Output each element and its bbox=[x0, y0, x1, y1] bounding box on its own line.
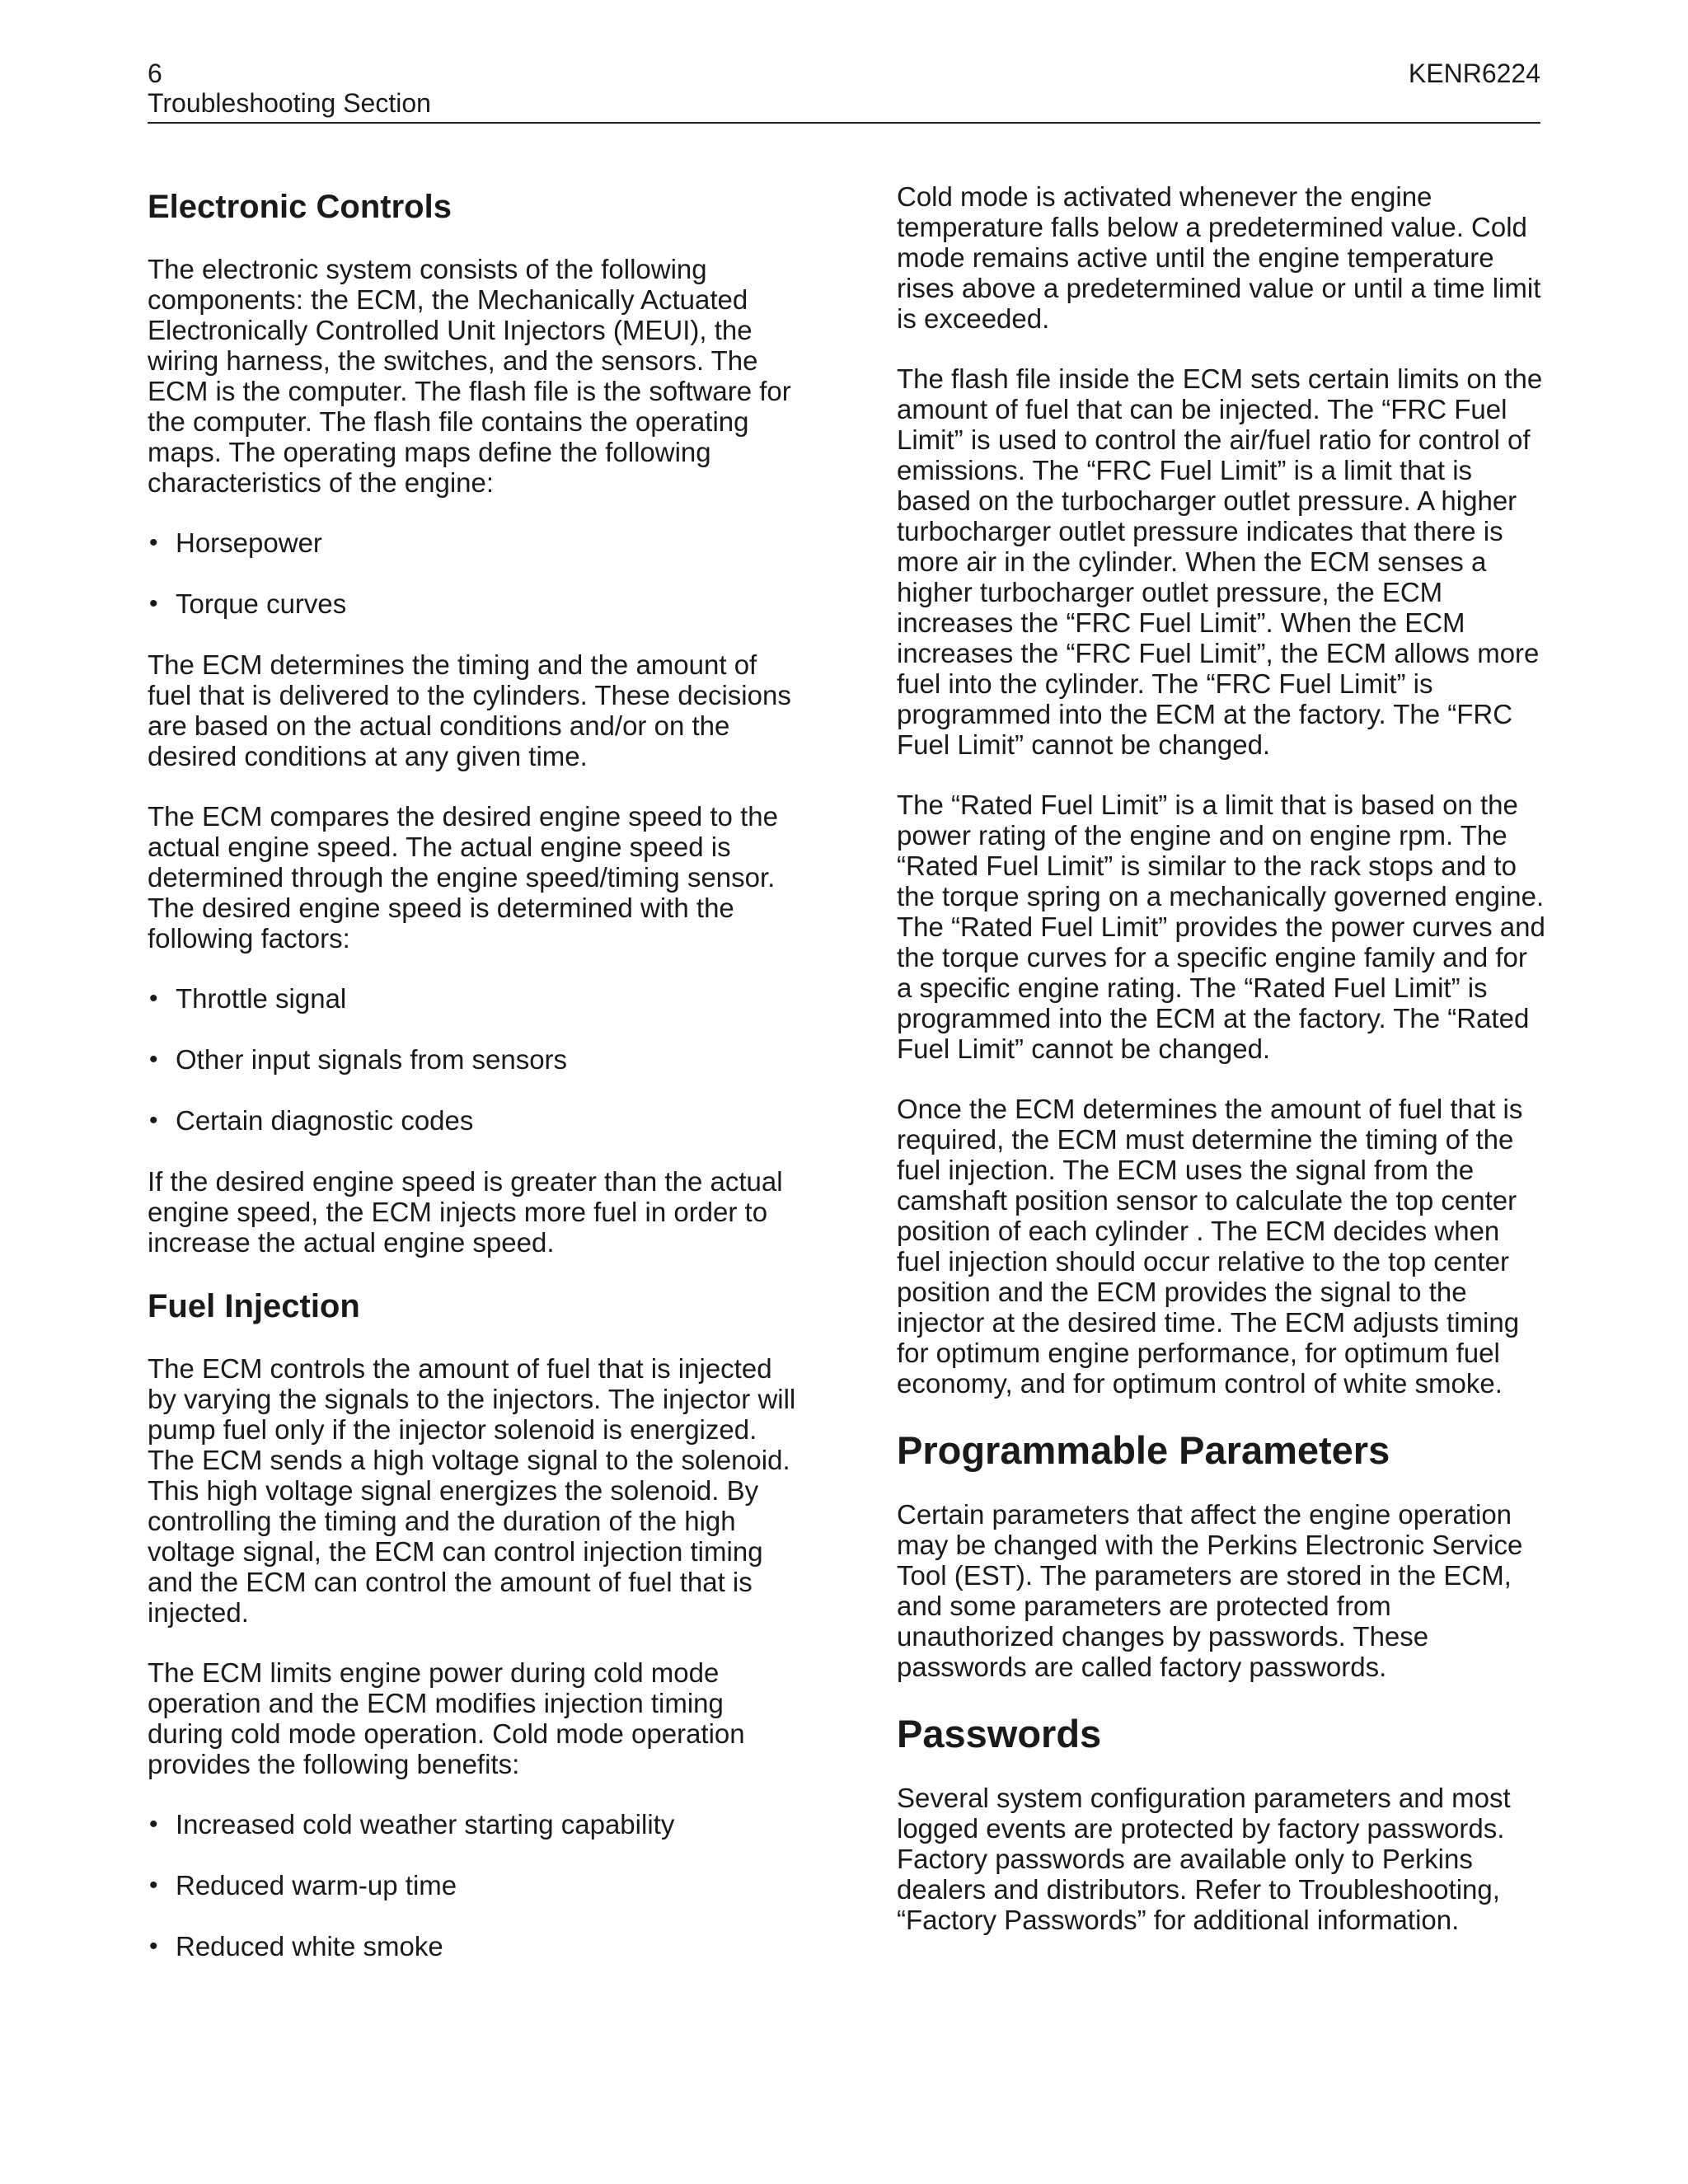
paragraph-injection-timing: Once the ECM determines the amount of fuel that is required, the ECM must determine the timing of the fuel injection. The ECM uses the signal from the camshaft position sensor to calculate the top center position of each cylinder . The ECM decides when fuel injection should occur relative to the top center position and the ECM provides the signal to the injector at the desired time. The ECM adjusts timing for optimum engine performance, for optimum fuel economy, and for optimum control of white smoke. bbox=[897, 1094, 1523, 1399]
paragraph-cold-mode: Cold mode is activated whenever the engine temperature falls below a predetermined value. Cold mode remains active until the engine temperature rises above a predetermined value or until a time limit is exceeded. bbox=[897, 181, 1541, 334]
list-speed-factors bbox=[148, 983, 799, 1136]
bullet-icon: • bbox=[149, 1107, 158, 1134]
list-item-text: Certain diagnostic codes bbox=[176, 1105, 474, 1136]
bullet-icon: • bbox=[149, 590, 158, 617]
bullet-icon: • bbox=[149, 1811, 158, 1838]
list-item bbox=[148, 1931, 799, 1961]
heading-passwords: Passwords bbox=[897, 1712, 1102, 1755]
list-item bbox=[148, 588, 799, 619]
paragraph-engine-speed: The ECM compares the desired engine speed to the actual engine speed. The actual engine speed is determined through the engine speed/timing sensor. The desired engine speed is determined with the following factors: bbox=[148, 801, 778, 954]
paragraph-passwords: Several system configuration parameters and most logged events are protected by factory passwords. Factory passwords are available only to Perkins dealers and distributors. Refer to Troubleshooting, “Factory Passwords” for additional information. bbox=[897, 1783, 1511, 1935]
bullet-icon: • bbox=[149, 1046, 158, 1073]
list-item-text: Throttle signal bbox=[176, 983, 347, 1014]
right-column bbox=[897, 181, 1548, 1965]
heading-programmable-parameters: Programmable Parameters bbox=[897, 1428, 1390, 1472]
paragraph-cold-mode-limits: The ECM limits engine power during cold mode operation and the ECM modifies injection timing during cold mode operation. Cold mode operation provides the following benefits: bbox=[148, 1657, 745, 1779]
paragraph-rated-fuel-limit: The “Rated Fuel Limit” is a limit that is based on the power rating of the engine and on engine rpm. The “Rated Fuel Limit” is similar to the rack stops and to the torque spring on a mechanically governed engine. The “Rated Fuel Limit” provides the power curves and the torque curves for a specific engine family and for a specific engine rating. The “Rated Fuel Limit” is programmed into the ECM at the factory. The “Rated Fuel Limit” cannot be changed. bbox=[897, 790, 1545, 1064]
list-item-text: Increased cold weather starting capability bbox=[176, 1809, 675, 1840]
bullet-icon: • bbox=[149, 1872, 158, 1899]
list-item bbox=[148, 983, 799, 1014]
page-number: 6 bbox=[148, 59, 162, 88]
bullet-icon: • bbox=[149, 1933, 158, 1960]
heading-fuel-injection: Fuel Injection bbox=[148, 1288, 360, 1324]
paragraph-greater-speed: If the desired engine speed is greater than the actual engine speed, the ECM injects more fuel in order to increase the actual engine speed. bbox=[148, 1166, 783, 1258]
paragraph-fuel-control: The ECM controls the amount of fuel that is injected by varying the signals to the injectors. The injector will pump fuel only if the injector solenoid is energized. The ECM sends a high voltage signal to the solenoid. This high voltage signal energizes the solenoid. By controlling the timing and the duration of the high voltage signal, the ECM can control injection timing and the ECM can control the amount of fuel that is injected. bbox=[148, 1353, 796, 1628]
list-item-text: Other input signals from sensors bbox=[176, 1044, 568, 1075]
section-name: Troubleshooting Section bbox=[148, 88, 431, 118]
list-item bbox=[148, 1870, 799, 1900]
list-item bbox=[148, 1044, 799, 1075]
paragraph-electronic-system: The electronic system consists of the following components: the ECM, the Mechanically Actuated Electronically Controlled Unit Injectors (MEUI), the wiring harness, the switches, and the sensors. The ECM is the computer. The flash file is the software for the computer. The flash file contains the operating maps. The operating maps define the following characteristics of the engine: bbox=[148, 254, 791, 498]
list-item-text: Reduced warm-up time bbox=[176, 1870, 457, 1900]
list-item-text: Horsepower bbox=[176, 527, 322, 558]
list-item bbox=[148, 1809, 799, 1840]
paragraph-frc-fuel-limit: The flash file inside the ECM sets certain limits on the amount of fuel that can be injected. The “FRC Fuel Limit” is used to control the air/fuel ratio for control of emissions. The “FRC Fuel Limit” is a limit that is based on the turbocharger outlet pressure. A higher turbocharger outlet pressure indicates that there is more air in the cylinder. When the ECM senses a higher turbocharger outlet pressure, the ECM increases the “FRC Fuel Limit”. When the ECM increases the “FRC Fuel Limit”, the ECM allows more fuel into the cylinder. The “FRC Fuel Limit” is programmed into the ECM at the factory. The “FRC Fuel Limit” cannot be changed. bbox=[897, 363, 1543, 760]
document-code: KENR6224 bbox=[1408, 59, 1540, 88]
list-cold-mode-benefits bbox=[148, 1809, 799, 1961]
bullet-icon: • bbox=[149, 985, 158, 1012]
list-item-text: Reduced white smoke bbox=[176, 1931, 443, 1961]
list-item-text: Torque curves bbox=[176, 588, 347, 619]
list-item bbox=[148, 527, 799, 558]
bullet-icon: • bbox=[149, 529, 158, 556]
list-engine-characteristics bbox=[148, 527, 799, 619]
paragraph-timing-amount: The ECM determines the timing and the amount of fuel that is delivered to the cylinders. These decisions are based on the actual conditions and/or on the desired conditions at any given time. bbox=[148, 649, 791, 771]
page-header bbox=[148, 54, 1540, 124]
left-column bbox=[148, 181, 799, 1992]
heading-electronic-controls: Electronic Controls bbox=[148, 189, 452, 225]
paragraph-programmable-parameters: Certain parameters that affect the engine operation may be changed with the Perkins Electronic Service Tool (EST). The parameters are stored in the ECM, and some parameters are protected from unauthorized changes by passwords. These passwords are called factory passwords. bbox=[897, 1499, 1523, 1682]
list-item bbox=[148, 1105, 799, 1136]
